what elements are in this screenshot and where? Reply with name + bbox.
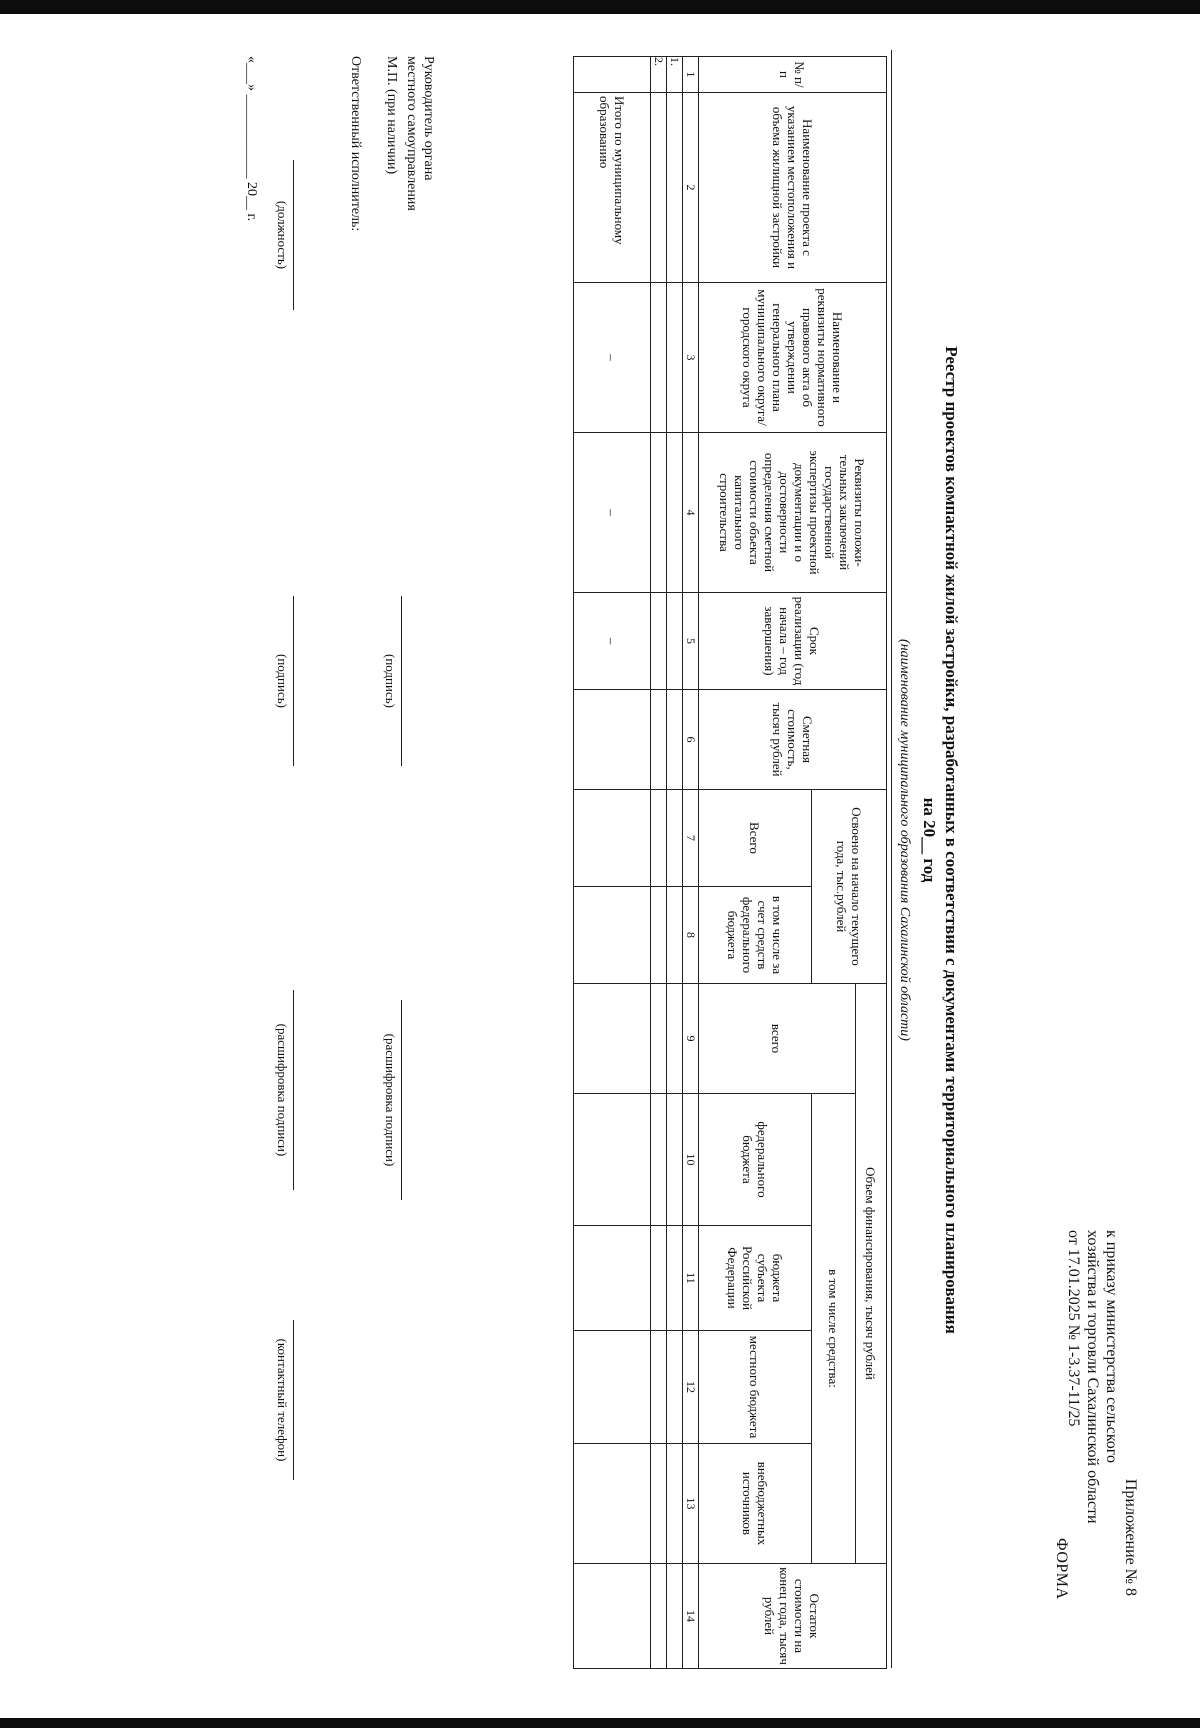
column-number: 7 [683,790,699,887]
resp-position-caption: (должность) [275,200,290,270]
header-col-7: Всего [699,790,812,887]
title-line-1: Реестр проектов компактной жилой застройки, разработанных в соответствии с документами территориального планирования [942,346,961,1334]
column-number: 14 [683,1564,699,1669]
header-col-10: федерального бюджета [699,1094,812,1226]
document-title [918,40,962,1640]
header-row-1 [856,57,887,1669]
total-row [574,57,651,1669]
head-decode-caption: (расшифровка подписи) [383,1033,398,1167]
header-col-1: № п/п [699,57,887,93]
column-number: 1 [683,57,699,93]
appendix-date-line: от 17.01.2025 № 1-3.37-11/25 [1065,1230,1082,1427]
column-number: 12 [683,1331,699,1444]
column-number: 8 [683,887,699,984]
header-col-8: в том числе за счет средств федерального бюджета [699,887,812,984]
resp-sign-line [293,596,294,766]
header-group-spent: Освоено на начало текущего года, тыс.рублей [812,790,887,984]
resp-phone-line [293,1320,294,1480]
caption-rule [891,50,892,1668]
column-number: 9 [683,984,699,1094]
appendix-ministry-line: хозяйства и торговли Сахалинской области [1084,1230,1101,1524]
municipality-caption: (наименование муниципального образования Сахалинской области) [897,639,912,1041]
row-number: 2. [651,57,667,93]
date-line: «___» ____________ 20__ г. [244,56,259,222]
total-label: Итого по муниципальному образованию [574,93,651,283]
column-number: 10 [683,1094,699,1226]
header-col-6: Сметная стоимость, тысяч рублей [699,690,887,790]
column-number: 2 [683,93,699,283]
column-number: 11 [683,1226,699,1331]
head-sign-caption: (подпись) [383,654,398,708]
table-row [651,57,667,1669]
appendix-order-line: к приказу министерства сельского [1103,1230,1120,1463]
head-label-line-1: Руководитель органа [421,56,436,181]
header-col-2: Наименование проекта с указанием местоположения и объема жилищной застройки [699,93,887,283]
header-col-5: Срок реализации (год начала – год завершения) [699,593,887,690]
column-number-row [683,57,699,1669]
column-number: 5 [683,593,699,690]
total-dash-col-4: – [574,433,651,593]
total-dash-col-3: – [574,283,651,433]
header-group-including: в том числе средства: [812,1094,856,1564]
header-col-14: Остаток стоимости на конец года, тысяч рублей [699,1564,887,1669]
header-col-4: Реквизиты положи-тельных заключений государственной экспертизы проектной документации и о достоверности определения сметной стоимости объекта капитального строительства [699,433,887,593]
registry-table [573,56,887,1669]
appendix-number: Приложение № 8 [1122,1478,1139,1596]
resp-phone-caption: (контактный телефон) [275,1338,290,1462]
responsible-label: Ответственный исполнитель: [348,56,363,232]
header-col-12: местного бюджета [699,1331,812,1444]
total-dash-col-5: – [574,593,651,690]
head-sign-line [401,596,402,766]
header-col-11: бюджета субъекта Российской Федерации [699,1226,812,1331]
form-label: ФОРМА [1053,1538,1070,1600]
head-decode-line [401,1000,402,1200]
header-col-3: Наименование и реквизиты нормативного правового акта об утверждении генерального плана муниципального округа/ городского округа [699,283,887,433]
header-col-9: всего [699,984,856,1094]
table-row [667,57,683,1669]
resp-position-line [293,160,294,310]
header-col-13: внебюджетных источников [699,1444,812,1564]
resp-decode-caption: (расшифровка подписи) [275,1023,290,1157]
title-line-2: на 20__ год [920,797,939,883]
header-group-financing: Объем финансирования, тысяч рублей [856,984,887,1564]
head-label [403,56,437,211]
column-number: 13 [683,1444,699,1564]
column-number: 4 [683,433,699,593]
resp-sign-caption: (подпись) [275,654,290,708]
row-number: 1. [667,57,683,93]
stamp-label: М.П. (при наличии) [384,56,399,175]
appendix-block [1064,1230,1140,1630]
column-number: 6 [683,690,699,790]
column-number: 3 [683,283,699,433]
head-label-line-2: местного самоуправления [404,56,419,211]
resp-decode-line [293,990,294,1190]
